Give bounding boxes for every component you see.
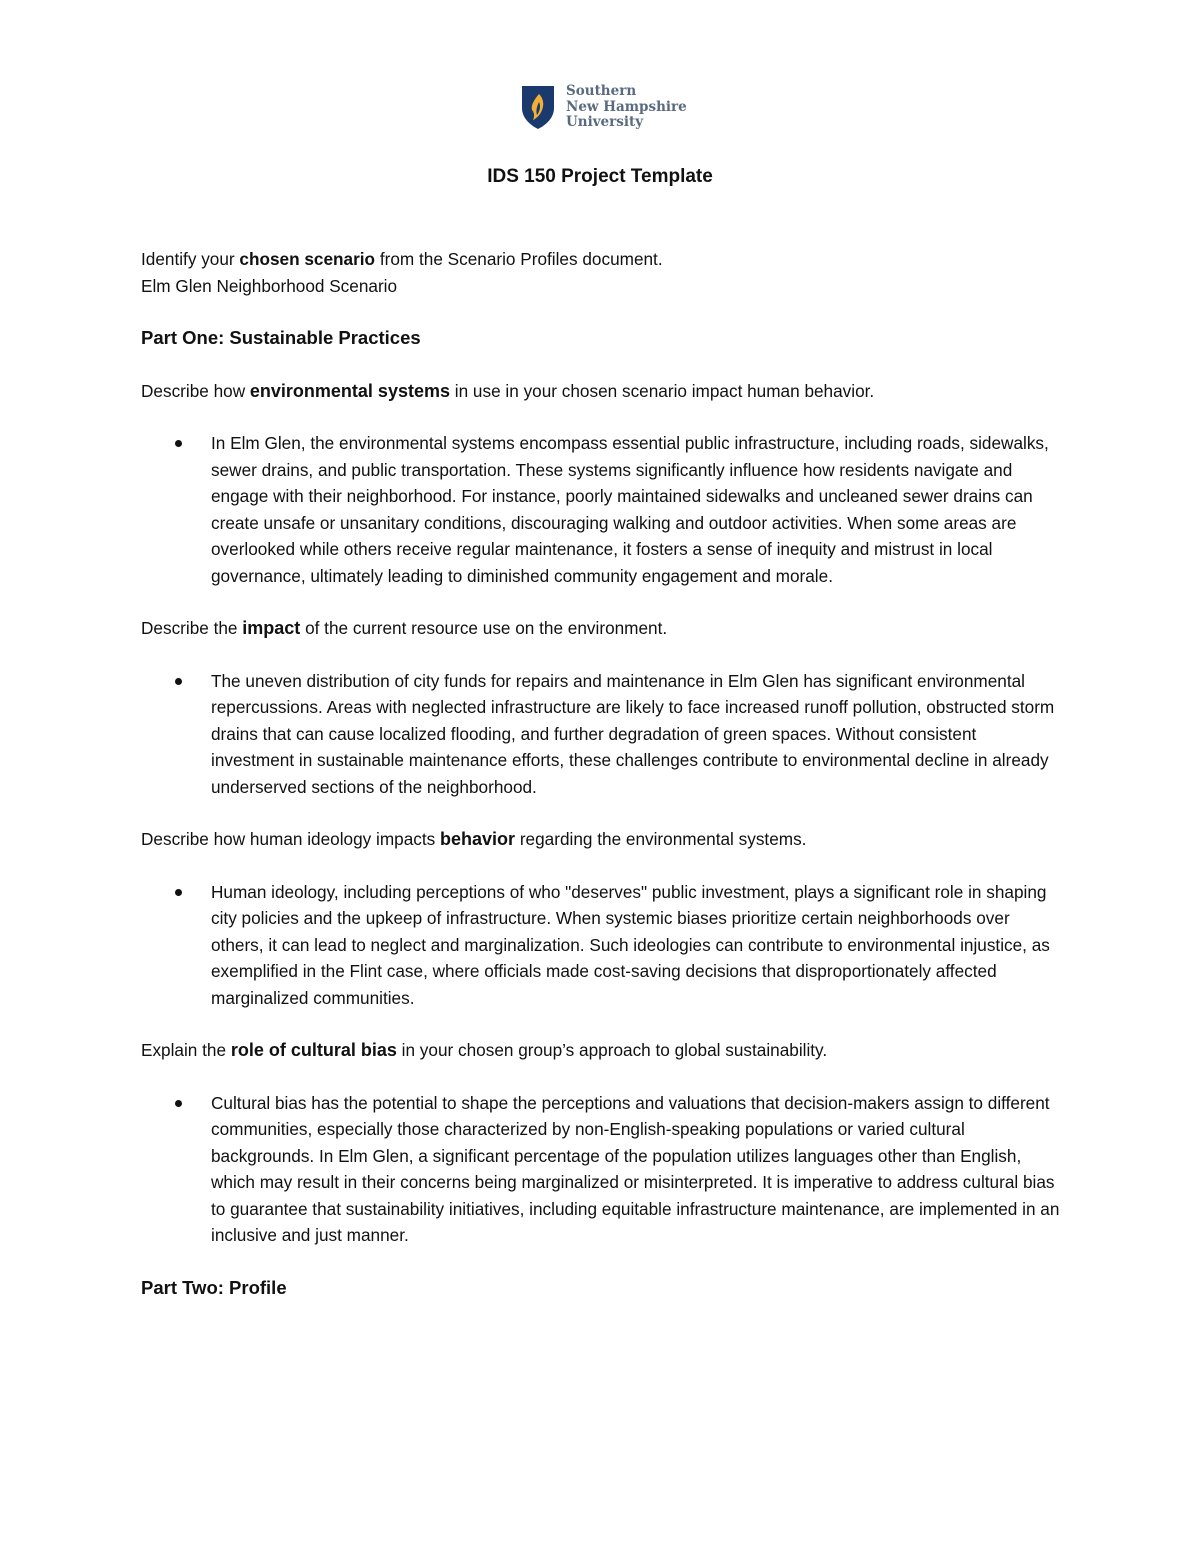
bullet-icon (175, 889, 182, 896)
answer-item: Human ideology, including perceptions of who "deserves" public investment, plays a significant role in shaping city policies and the upkeep of infrastructure. When systemic biases prioritize certain neighborhoods over others, it can lead to neglect and marginalization. Such ideologies can contribute to environmental injustice, as exemplified in the Flint case, where officials made cost-saving decisions that disproportionately affected marginalized communities. (141, 879, 1061, 1012)
shield-flame-icon (520, 84, 556, 130)
question-keyword: impact (242, 618, 301, 638)
question-keyword: environmental systems (249, 380, 450, 401)
question-keyword: role of cultural bias (230, 1040, 397, 1060)
answer-list (141, 879, 1061, 1012)
intro-prompt: Identify your chosen scenario from the Scenario Profiles document. (141, 249, 663, 269)
question-prompt: Explain the role of cultural bias in your chosen group’s approach to global sustainability. (141, 1040, 828, 1060)
answer-list (141, 1090, 1061, 1249)
part-two-heading: Part Two: Profile (141, 1276, 287, 1298)
bullet-icon (175, 1100, 182, 1107)
answer-list (141, 668, 1061, 801)
bullet-icon (175, 440, 182, 447)
question-prompt: Describe how environmental systems in use in your chosen scenario impact human behavior. (141, 380, 875, 401)
question-prompt: Describe how human ideology impacts behavior regarding the environmental systems. (141, 829, 807, 849)
answer-item: Cultural bias has the potential to shape the perceptions and valuations that decision-makers assign to different communities, especially those characterized by non-English-speaking populations or varied cultural backgrounds. In Elm Glen, a significant percentage of the population utilizes languages other than English, which may result in their concerns being marginalized or misinterpreted. It is imperative to address cultural bias to guarantee that sustainability initiatives, including equitable infrastructure maintenance, are implemented in an inclusive and just manner. (141, 1090, 1061, 1249)
part-one-heading: Part One: Sustainable Practices (141, 327, 421, 348)
question-keyword: behavior (440, 829, 516, 849)
document-title: IDS 150 Project Template (487, 166, 713, 187)
answer-item: The uneven distribution of city funds for repairs and maintenance in Elm Glen has significant environmental repercussions. Areas with neglected infrastructure are likely to face increased runoff pollution, obstructed storm drains that can cause localized flooding, and further degradation of green spaces. Without consistent investment in sustainable maintenance efforts, these challenges contribute to environmental decline in already underserved sections of the neighborhood. (141, 668, 1061, 801)
intro-prompt-bold: chosen scenario (239, 249, 376, 269)
logo-line-3: University (566, 114, 644, 130)
logo-line-1: Southern (566, 83, 637, 99)
question-prompt: Describe the impact of the current resource use on the environment. (141, 618, 668, 638)
university-logo (520, 84, 687, 131)
answer-list (141, 430, 1061, 589)
logo-line-2: New Hampshire (566, 98, 687, 115)
intro-answer: Elm Glen Neighborhood Scenario (141, 275, 398, 296)
logo-wordmark (566, 84, 687, 131)
bullet-icon (175, 678, 182, 685)
document-body (141, 246, 1061, 1301)
answer-item: In Elm Glen, the environmental systems encompass essential public infrastructure, including roads, sidewalks, sewer drains, and public transportation. These systems significantly influence how residents navigate and engage with their neighborhood. For instance, poorly maintained sidewalks and uncleaned sewer drains can create unsafe or unsanitary conditions, discouraging walking and outdoor activities. When some areas are overlooked while others receive regular maintenance, it fosters a sense of inequity and mistrust in local governance, ultimately leading to diminished community engagement and morale. (141, 430, 1061, 589)
